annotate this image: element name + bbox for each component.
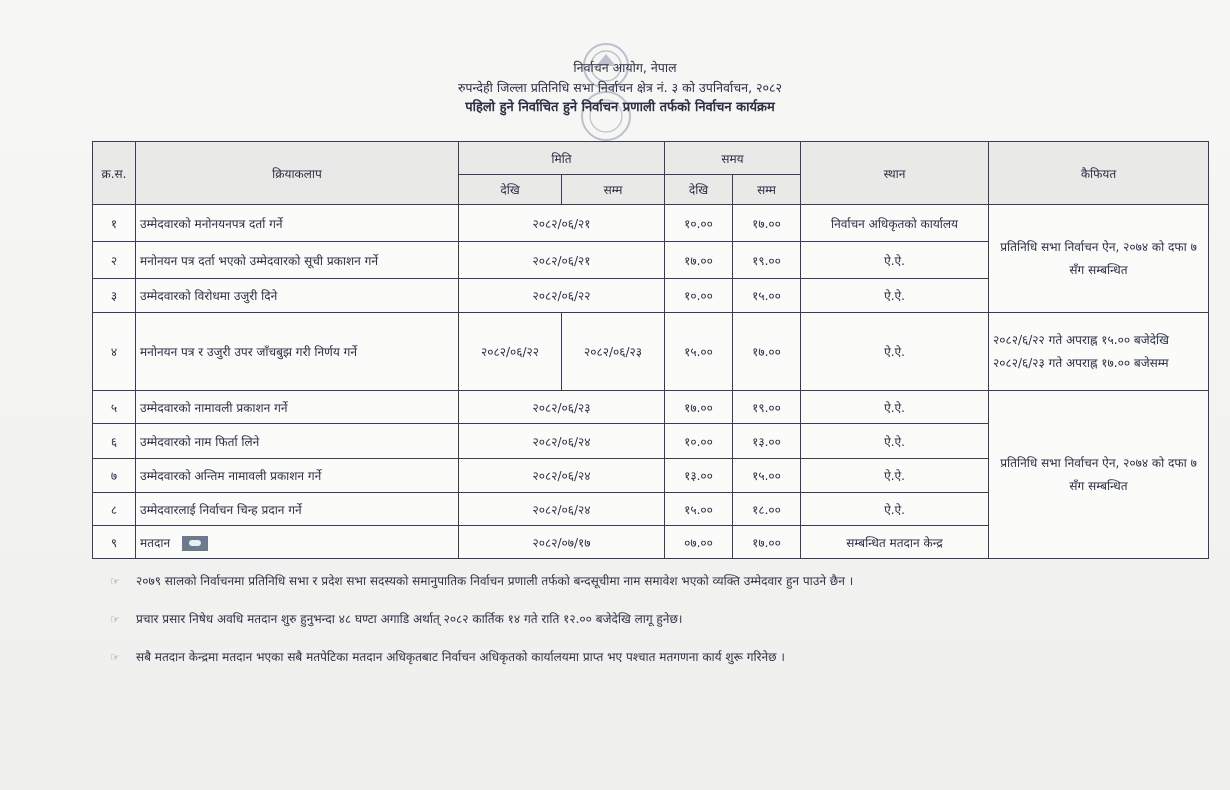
row-time-from: १०.०० bbox=[665, 424, 733, 459]
row-time-to: १८.०० bbox=[733, 493, 801, 526]
row-date: २०८२/०६/२१ bbox=[459, 205, 665, 242]
row-date: २०८२/०६/२२ bbox=[459, 279, 665, 313]
row-time-to: १९.०० bbox=[733, 391, 801, 424]
row-place: ऐ.ऐ. bbox=[801, 493, 989, 526]
row-sn: २ bbox=[93, 242, 136, 279]
table-row bbox=[93, 205, 1209, 242]
row-sn: ६ bbox=[93, 424, 136, 459]
row-sn: १ bbox=[93, 205, 136, 242]
header-date-to: सम्म bbox=[562, 175, 665, 205]
footnotes bbox=[110, 572, 1110, 686]
row-place: निर्वाचन अधिकृतको कार्यालय bbox=[801, 205, 989, 242]
row-time-to: १५.०० bbox=[733, 459, 801, 493]
row-time-from: १५.०० bbox=[665, 493, 733, 526]
remarks-rows-5-9: प्रतिनिधि सभा निर्वाचन ऐन, २०७४ को दफा ७ सँग सम्बन्धित bbox=[989, 391, 1209, 559]
row-date-from: २०८२/०६/२२ bbox=[459, 313, 562, 391]
pointing-hand-icon: ☞ bbox=[110, 575, 120, 588]
table-row bbox=[93, 391, 1209, 424]
pointing-hand-icon: ☞ bbox=[110, 613, 120, 626]
row-time-to: १७.०० bbox=[733, 205, 801, 242]
row-sn: ८ bbox=[93, 493, 136, 526]
row-place: ऐ.ऐ. bbox=[801, 313, 989, 391]
row-date: २०८२/०६/२४ bbox=[459, 493, 665, 526]
row-place: ऐ.ऐ. bbox=[801, 242, 989, 279]
row-activity: मतदान bbox=[140, 535, 171, 550]
row-time-to: १७.०० bbox=[733, 313, 801, 391]
row-date: २०८२/०६/२४ bbox=[459, 459, 665, 493]
row-place: ऐ.ऐ. bbox=[801, 279, 989, 313]
row-activity: मनोनयन पत्र दर्ता भएको उम्मेदवारको सूची प्रकाशन गर्ने bbox=[136, 242, 459, 279]
row-activity: उम्मेदवारको मनोनयनपत्र दर्ता गर्ने bbox=[136, 205, 459, 242]
row-time-to: १७.०० bbox=[733, 526, 801, 559]
row-place: सम्बन्धित मतदान केन्द्र bbox=[801, 526, 989, 559]
row-time-from: १०.०० bbox=[665, 279, 733, 313]
header-time: समय bbox=[665, 142, 801, 175]
remarks-row-4: २०८२/६/२२ गते अपराह्न १५.०० बजेदेखि २०८२/६/२३ गते अपराह्न १७.०० बजेसम्म bbox=[989, 313, 1209, 391]
footnote-text: सबै मतदान केन्द्रमा मतदान भएका सबै मतपेटिका मतदान अधिकृतबाट निर्वाचन अधिकृतको कार्यालयमा प्राप्त भए पश्चात मतगणना कार्य शुरू गरिनेछ । bbox=[136, 650, 785, 664]
document-header bbox=[300, 62, 940, 114]
row-date-to: २०८२/०६/२३ bbox=[562, 313, 665, 391]
row-time-from: १३.०० bbox=[665, 459, 733, 493]
row-date: २०८२/०६/२४ bbox=[459, 424, 665, 459]
pointing-hand-icon: ☞ bbox=[110, 651, 120, 664]
row-time-to: १९.०० bbox=[733, 242, 801, 279]
footnote-text: २०७९ सालको निर्वाचनमा प्रतिनिधि सभा र प्रदेश सभा सदस्यको समानुपातिक निर्वाचन प्रणाली तर्फको बन्दसूचीमा नाम समावेश भएको व्यक्ति उम्मेदवार हुन पाउने छैन । bbox=[136, 574, 854, 588]
footnote-text: प्रचार प्रसार निषेध अवधि मतदान शुरु हुनुभन्दा ४८ घण्टा अगाडि अर्थात् २०८२ कार्तिक १४ गते राति १२.०० बजेदेखि लागू हुनेछ। bbox=[136, 612, 683, 626]
row-time-from: १७.०० bbox=[665, 391, 733, 424]
footnote bbox=[110, 648, 1110, 666]
row-activity: उम्मेदवारलाई निर्वाचन चिन्ह प्रदान गर्ने bbox=[136, 493, 459, 526]
header-place: स्थान bbox=[801, 142, 989, 205]
ballot-icon bbox=[182, 536, 208, 551]
remarks-rows-1-3: प्रतिनिधि सभा निर्वाचन ऐन, २०७४ को दफा ७ सँग सम्बन्धित bbox=[989, 205, 1209, 313]
row-date: २०८२/०६/२१ bbox=[459, 242, 665, 279]
row-time-from: १५.०० bbox=[665, 313, 733, 391]
row-activity: उम्मेदवारको अन्तिम नामावली प्रकाशन गर्ने bbox=[136, 459, 459, 493]
row-sn: ७ bbox=[93, 459, 136, 493]
row-activity: उम्मेदवारको विरोधमा उजुरी दिने bbox=[136, 279, 459, 313]
row-activity: मनोनयन पत्र र उजुरी उपर जाँचबुझ गरी निर्णय गर्ने bbox=[136, 313, 459, 391]
schedule-title: पहिलो हुने निर्वाचित हुने निर्वाचन प्रणाली तर्फको निर्वाचन कार्यक्रम bbox=[465, 100, 775, 115]
row-date: २०८२/०७/१७ bbox=[459, 526, 665, 559]
row-sn: ९ bbox=[93, 526, 136, 559]
row-date: २०८२/०६/२३ bbox=[459, 391, 665, 424]
row-place: ऐ.ऐ. bbox=[801, 424, 989, 459]
row-time-from: १०.०० bbox=[665, 205, 733, 242]
row-activity-cell bbox=[136, 526, 459, 559]
header-time-from: देखि bbox=[665, 175, 733, 205]
header-remarks: कैफियत bbox=[989, 142, 1209, 205]
footnote bbox=[110, 610, 1110, 628]
header-activity: क्रियाकलाप bbox=[136, 142, 459, 205]
header-date-from: देखि bbox=[459, 175, 562, 205]
row-time-to: १५.०० bbox=[733, 279, 801, 313]
row-sn: ४ bbox=[93, 313, 136, 391]
row-sn: ३ bbox=[93, 279, 136, 313]
row-activity: उम्मेदवारको नाम फिर्ता लिने bbox=[136, 424, 459, 459]
row-sn: ५ bbox=[93, 391, 136, 424]
row-time-from: ०७.०० bbox=[665, 526, 733, 559]
table-row bbox=[93, 313, 1209, 391]
election-schedule-table bbox=[92, 141, 1209, 559]
row-time-to: १३.०० bbox=[733, 424, 801, 459]
election-title: रुपन्देही जिल्ला प्रतिनिधि सभा निर्वाचन क्षेत्र नं. ३ को उपनिर्वाचन, २०८२ bbox=[457, 79, 783, 95]
header-time-to: सम्म bbox=[733, 175, 801, 205]
row-activity: उम्मेदवारको नामावली प्रकाशन गर्ने bbox=[136, 391, 459, 424]
commission-name: निर्वाचन आयोग, नेपाल bbox=[573, 60, 677, 75]
footnote bbox=[110, 572, 1110, 590]
row-place: ऐ.ऐ. bbox=[801, 459, 989, 493]
row-time-from: १७.०० bbox=[665, 242, 733, 279]
header-date: मिति bbox=[459, 142, 665, 175]
header-sn: क्र.स. bbox=[93, 142, 136, 205]
row-place: ऐ.ऐ. bbox=[801, 391, 989, 424]
